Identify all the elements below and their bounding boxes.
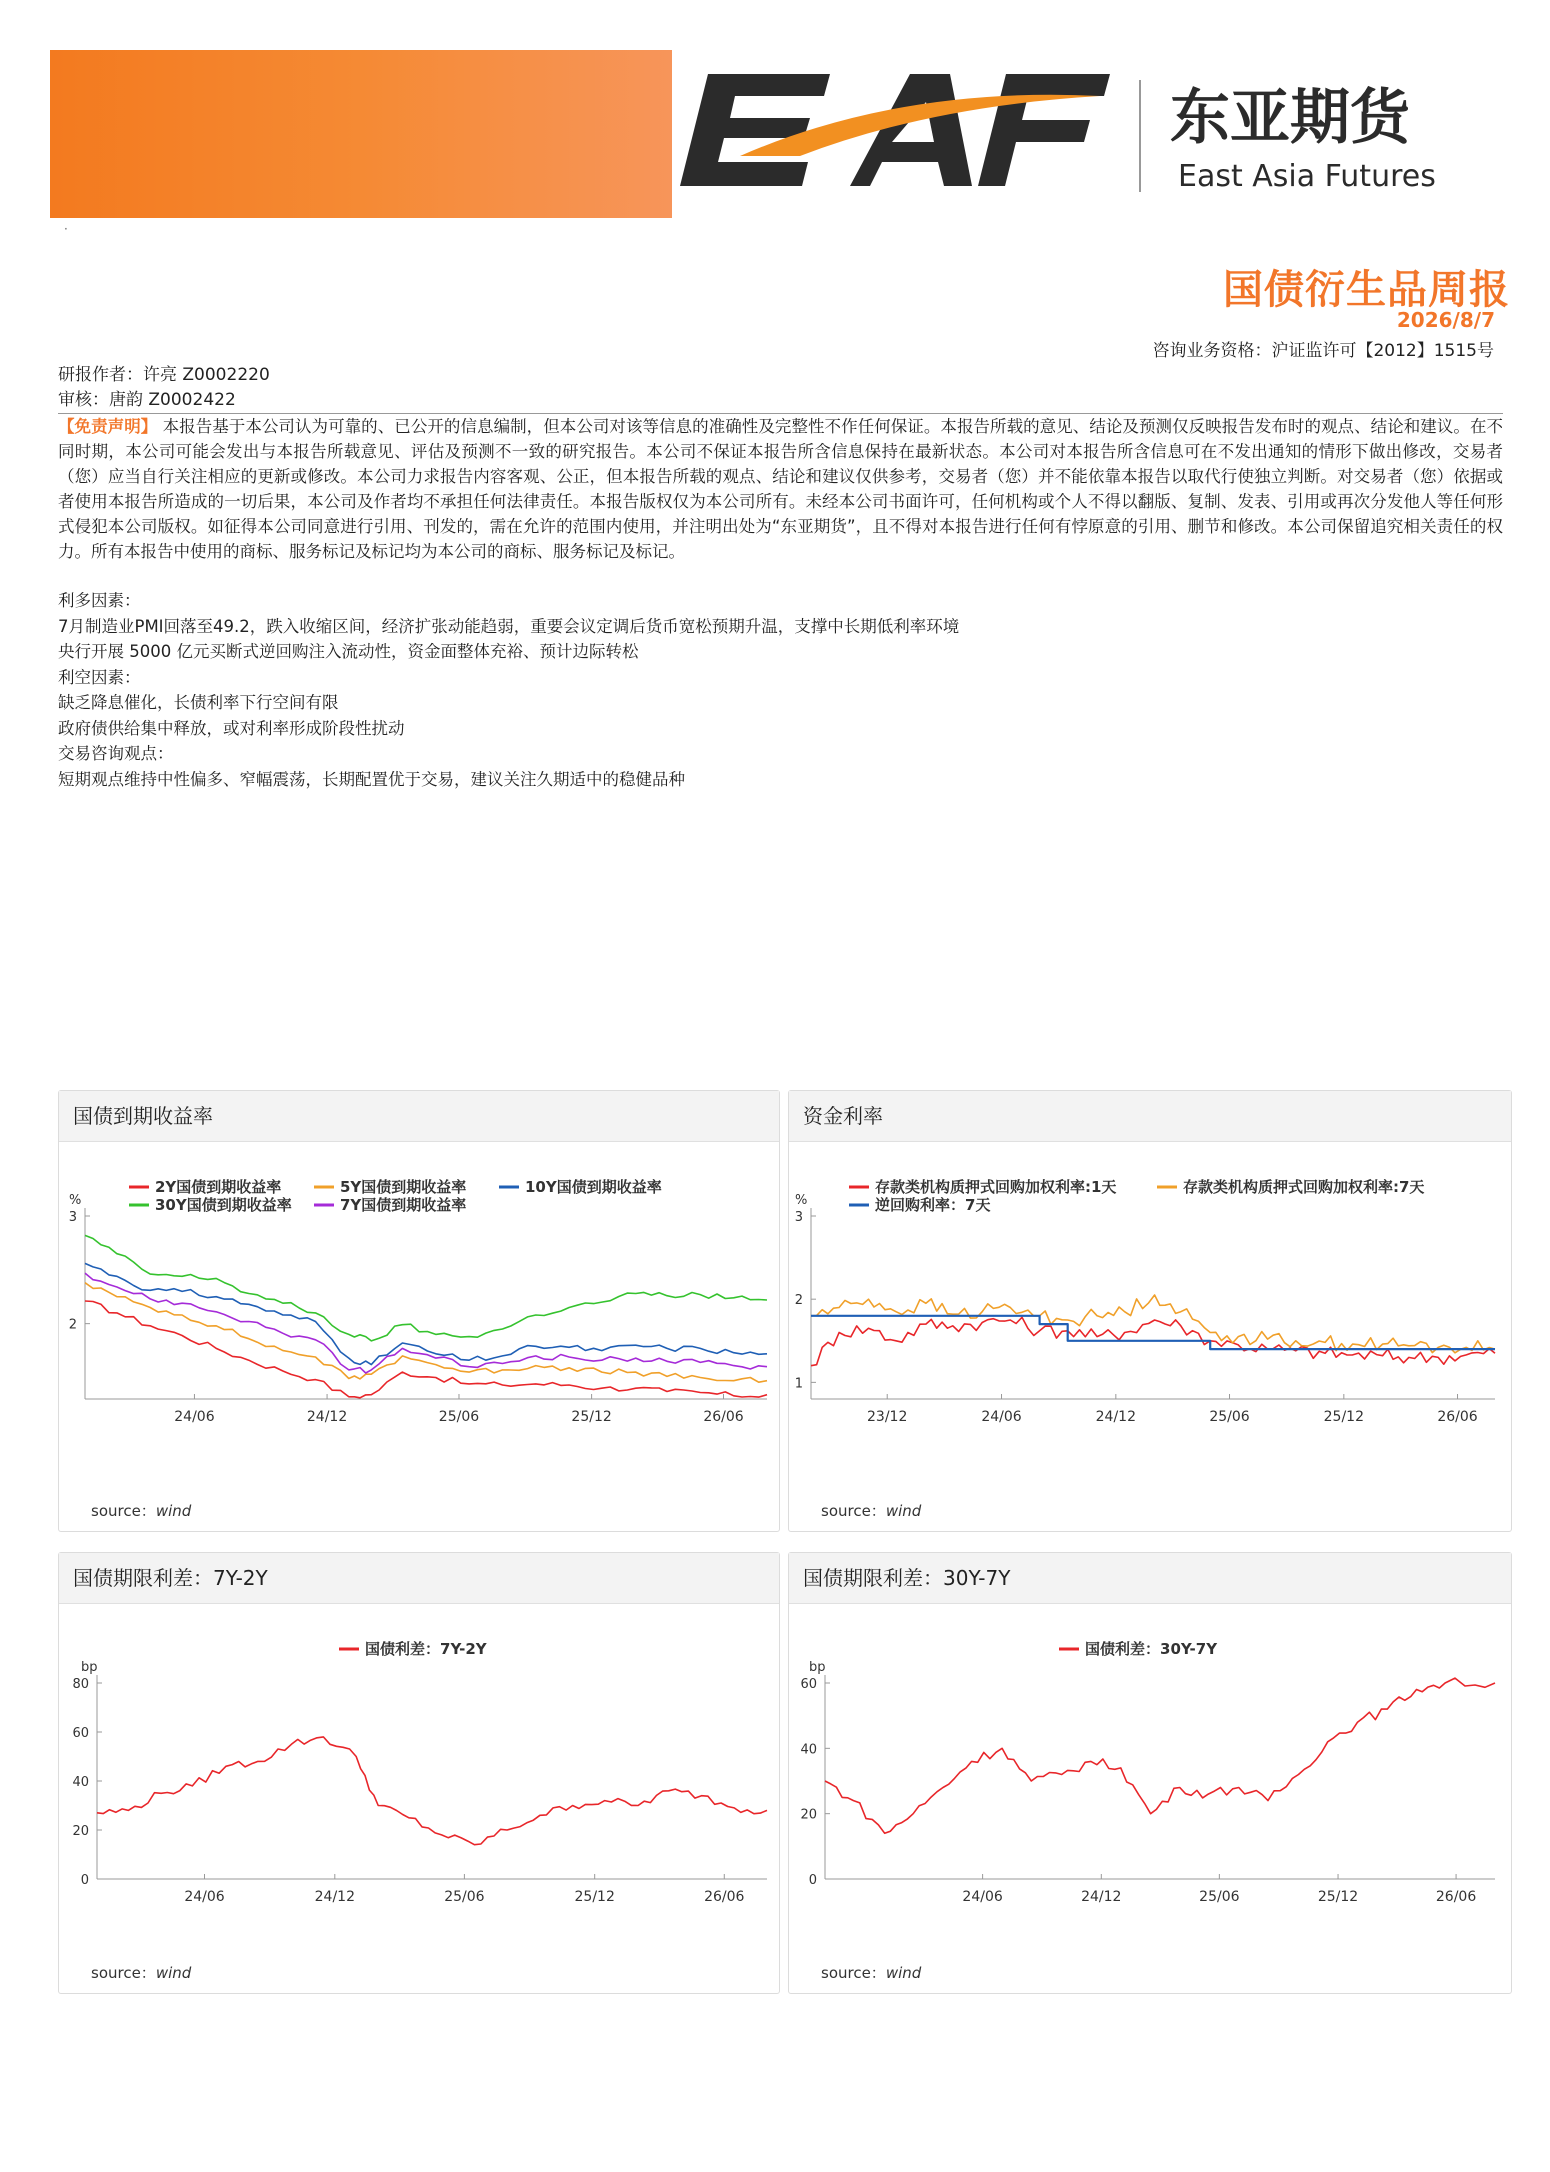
panel-title: 国债期限利差：7Y-2Y bbox=[59, 1553, 779, 1604]
series-line bbox=[85, 1283, 767, 1383]
series-line bbox=[85, 1273, 767, 1373]
y-tick-label: 40 bbox=[72, 1775, 89, 1790]
header-orange-band bbox=[50, 50, 672, 218]
x-tick-label: 25/06 bbox=[444, 1889, 485, 1905]
report-date: 2026/8/7 bbox=[1396, 308, 1495, 332]
y-axis-unit: % bbox=[795, 1193, 808, 1208]
y-tick-label: 60 bbox=[72, 1726, 89, 1741]
report-title: 国债衍生品周报 bbox=[1223, 267, 1510, 313]
x-tick-label: 26/06 bbox=[1435, 1889, 1477, 1905]
y-tick-label: 1 bbox=[794, 1376, 803, 1392]
logo-en-text: East Asia Futures bbox=[1178, 159, 1436, 194]
chart-panel-spread-7y2y bbox=[58, 1552, 780, 1994]
x-tick-label: 24/12 bbox=[306, 1409, 348, 1425]
factors-block bbox=[58, 588, 959, 792]
y-tick-label: 80 bbox=[72, 1677, 89, 1692]
yield-chart bbox=[59, 1141, 779, 1481]
legend-label: 国债利差：7Y-2Y bbox=[365, 1640, 487, 1658]
x-tick-label: 25/12 bbox=[1317, 1889, 1359, 1905]
y-tick-label: 20 bbox=[800, 1807, 817, 1823]
logo-cn-text: 东亚期货 bbox=[1170, 83, 1410, 153]
series-line bbox=[811, 1295, 1495, 1353]
authors-block bbox=[58, 363, 270, 413]
disclaimer-tag: 【免责声明】 bbox=[58, 417, 158, 436]
x-tick-label: 26/06 bbox=[703, 1409, 744, 1425]
x-tick-label: 25/06 bbox=[438, 1409, 480, 1425]
legend-label: 存款类机构质押式回购加权利率:1天 bbox=[875, 1178, 1117, 1196]
y-tick-label: 0 bbox=[80, 1873, 89, 1888]
view-title: 交易咨询观点： bbox=[58, 744, 174, 763]
series-line bbox=[97, 1737, 767, 1845]
legend-label: 30Y国债到期收益率 bbox=[155, 1196, 292, 1214]
y-tick-label: 60 bbox=[800, 1677, 817, 1692]
eaf-logo-mark bbox=[680, 74, 1110, 186]
x-tick-label: 24/06 bbox=[962, 1889, 1003, 1905]
bear-item: 缺乏降息催化，长债利率下行空间有限 bbox=[58, 693, 339, 712]
x-tick-label: 24/12 bbox=[1081, 1889, 1122, 1905]
researcher-line: 研报作者：许亮 Z0002220 bbox=[58, 365, 270, 385]
disclaimer-block bbox=[58, 413, 1503, 564]
legend-label: 2Y国债到期收益率 bbox=[155, 1178, 282, 1196]
source-note: source：wind bbox=[821, 1964, 922, 1982]
series-line bbox=[825, 1678, 1495, 1833]
legend-label: 存款类机构质押式回购加权利率:7天 bbox=[1183, 1178, 1425, 1196]
y-tick-label: 2 bbox=[68, 1317, 77, 1333]
series-line bbox=[85, 1235, 767, 1341]
funding-rate-chart bbox=[789, 1141, 1511, 1481]
legend-label: 7Y国债到期收益率 bbox=[340, 1196, 467, 1214]
y-axis-unit: % bbox=[69, 1193, 82, 1208]
spread-7y2y-chart bbox=[59, 1603, 779, 1943]
x-tick-label: 25/12 bbox=[571, 1409, 612, 1425]
y-tick-label: 20 bbox=[72, 1824, 89, 1839]
bull-title: 利多因素： bbox=[58, 591, 141, 610]
reviewer-line: 审核：唐韵 Z0002422 bbox=[58, 390, 236, 410]
y-tick-label: 0 bbox=[808, 1873, 817, 1888]
x-tick-label: 25/06 bbox=[1209, 1409, 1250, 1425]
series-line bbox=[85, 1263, 767, 1364]
panel-title: 资金利率 bbox=[789, 1091, 1511, 1142]
x-tick-label: 26/06 bbox=[704, 1889, 745, 1905]
source-note: source：wind bbox=[91, 1502, 192, 1520]
legend-label: 5Y国债到期收益率 bbox=[340, 1178, 467, 1196]
company-logo bbox=[680, 66, 1520, 206]
y-tick-label: 3 bbox=[68, 1210, 77, 1225]
x-tick-label: 24/12 bbox=[1095, 1409, 1137, 1425]
x-tick-label: 25/12 bbox=[1323, 1409, 1365, 1425]
source-note: source：wind bbox=[821, 1502, 922, 1520]
bear-title: 利空因素： bbox=[58, 667, 141, 687]
x-tick-label: 24/06 bbox=[184, 1889, 225, 1905]
y-tick-label: 3 bbox=[794, 1210, 803, 1225]
chart-panel-funding-rate bbox=[788, 1090, 1512, 1532]
x-tick-label: 25/06 bbox=[1199, 1889, 1240, 1905]
x-tick-label: 24/12 bbox=[314, 1889, 355, 1905]
y-tick-label: 2 bbox=[794, 1293, 803, 1309]
x-tick-label: 23/12 bbox=[867, 1409, 908, 1425]
chart-panel-spread-30y7y bbox=[788, 1552, 1512, 1994]
bear-item: 政府债供给集中释放，或对利率形成阶段性扰动 bbox=[58, 718, 405, 738]
bull-item: 7月制造业PMI回落至49.2，跌入收缩区间，经济扩张动能趋弱，重要会议定调后货币宽松预期升温，支撑中长期低利率环境 bbox=[58, 616, 960, 636]
x-tick-label: 24/06 bbox=[981, 1409, 1022, 1425]
y-axis-unit: bp bbox=[809, 1660, 826, 1675]
header-dot: · bbox=[64, 222, 68, 236]
y-axis-unit: bp bbox=[81, 1660, 98, 1675]
view-item: 短期观点维持中性偏多、窄幅震荡，长期配置优于交易，建议关注久期适中的稳健品种 bbox=[58, 769, 685, 789]
y-tick-label: 40 bbox=[800, 1742, 817, 1758]
source-note: source：wind bbox=[91, 1964, 192, 1982]
bull-item: 央行开展 5000 亿元买断式逆回购注入流动性，资金面整体充裕、预计边际转松 bbox=[58, 642, 639, 661]
x-tick-label: 24/06 bbox=[174, 1409, 215, 1425]
spread-30y7y-chart bbox=[789, 1603, 1511, 1943]
panel-title: 国债到期收益率 bbox=[59, 1091, 779, 1142]
license-text: 咨询业务资格：沪证监许可【2012】1515号 bbox=[1152, 341, 1494, 361]
panel-title: 国债期限利差：30Y-7Y bbox=[789, 1553, 1511, 1604]
chart-panel-yield bbox=[58, 1090, 780, 1532]
legend-label: 国债利差：30Y-7Y bbox=[1085, 1640, 1218, 1658]
legend-label: 逆回购利率：7天 bbox=[875, 1196, 991, 1214]
disclaimer-text: 本报告基于本公司认为可靠的、已公开的信息编制，但本公司对该等信息的准确性及完整性不作任何保证。本报告所载的意见、结论及预测仅反映报告发布时的观点、结论和建议。在不同时期，本公司可能会发出与本报告所载意见、评估及预测不一致的研究报告。本公司不保证本报告所含信息保持在最新状态。本公司对本报告所含信息可在不发出通知的情形下做出修改，交易者（您）应当自行关注相应的更新或修改。本公司力求报告内容客观、公正，但本报告所载的观点、结论和建议仅供参考，交易者（您）并不能依靠本报告以取代行使独立判断。对交易者（您）依据或者使用本报告所造成的一切后果，本公司及作者均不承担任何法律责任。本报告版权仅为本公司所有。未经本公司书面许可，任何机构或个人不得以翻版、复制、发表、引用或再次分发他人等任何形式侵犯本公司版权。如征得本公司同意进行引用、刊发的，需在允许的范围内使用，并注明出处为“东亚期货”，且不得对本报告进行任何有悖原意的引用、删节和修改。本公司保留追究相关责任的权力。所有本报告中使用的商标、服务标记及标记均为本公司的商标、服务标记及标记。 bbox=[58, 417, 1504, 561]
x-tick-label: 26/06 bbox=[1437, 1409, 1478, 1425]
legend-label: 10Y国债到期收益率 bbox=[525, 1178, 662, 1196]
x-tick-label: 25/12 bbox=[574, 1889, 615, 1905]
